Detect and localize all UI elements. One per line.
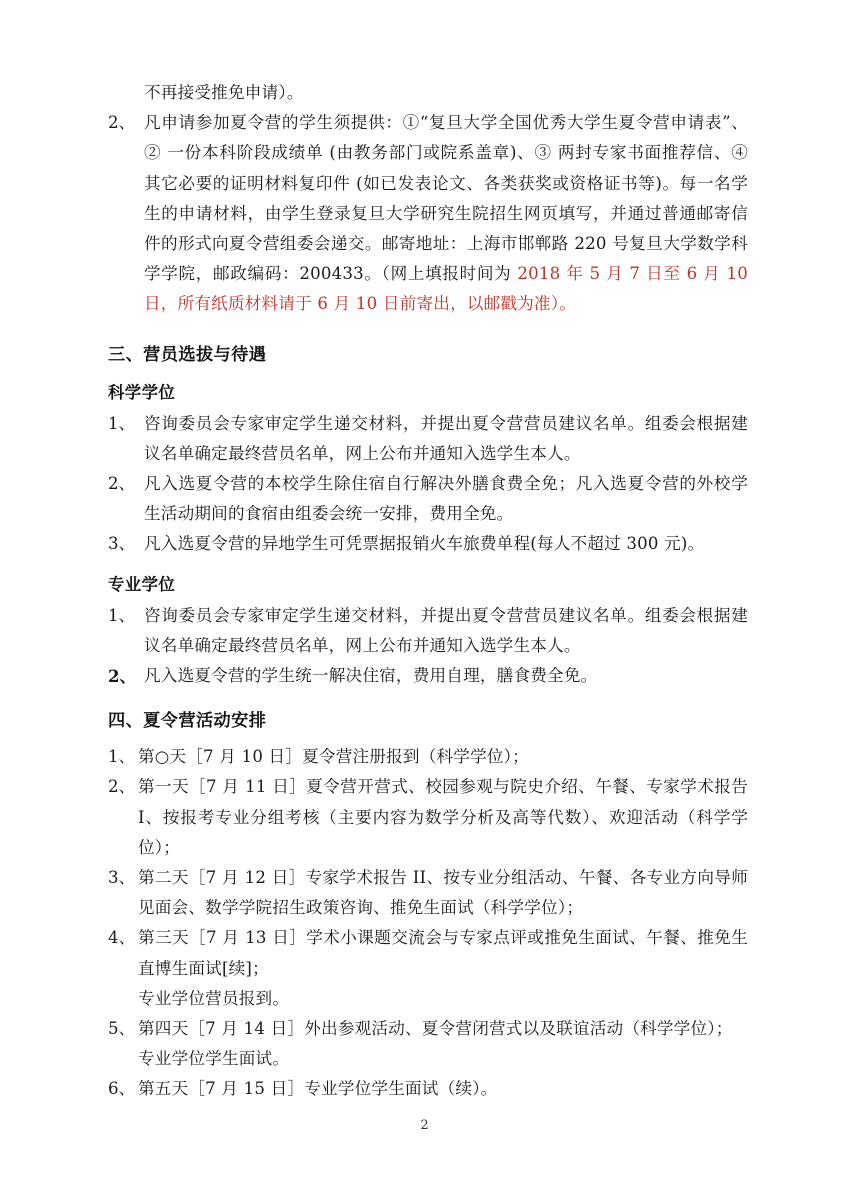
list-item-text: 咨询委员会专家审定学生递交材料，并提出夏令营营员建议名单。组委会根据建议名单确定最终营员名单，网上公布并通知入选学生本人。 <box>144 413 748 463</box>
list-item-text <box>138 923 748 1014</box>
list-item <box>108 469 748 529</box>
list-item <box>108 923 748 1014</box>
subheading-academic-degree: 科学学位 <box>108 382 176 402</box>
list-marker: 4、 <box>108 928 136 948</box>
list-marker: 2、 <box>108 777 136 797</box>
list-marker: 3、 <box>108 868 136 888</box>
list-item-text: 凡入选夏令营的本校学生除住宿自行解决外膳食费全免；凡入选夏令营的外校学生活动期间的食宿由组委会统一安排，费用全免。 <box>144 474 748 524</box>
lead-continuation-text: 不再接受推免申请）。 <box>144 83 304 102</box>
list-item <box>108 661 748 691</box>
list-item-text: 第五天［7 月 15 日］专业学位学生面试（续）。 <box>138 1079 498 1099</box>
list-item-text: 第○天［7 月 10 日］夏令营注册报到（科学学位）； <box>138 747 529 767</box>
list-item-text: 凡入选夏令营的异地学生可凭票据报销火车旅费单程(每人不超过 300 元)。 <box>144 534 705 554</box>
section-heading-three: 三、营员选拔与待遇 <box>108 344 267 365</box>
list-item <box>108 742 748 772</box>
list-item-text-black: 凡申请参加夏令营的学生须提供：①“复旦大学全国优秀大学生夏令营申请表”、② 一份本科阶段成绩单 (由教务部门或院系盖章)、③ 两封专家书面推荐信、④ 其它必要的证明材料复印件 (如已发表论文、各类获奖或资格证书等)。每一名学生的申请材料，由学生登录复旦大学研究生院招生网页填写，并通过普通邮寄信件的形式向夏令营组委会递交。邮寄地址：上海市邯郸路 220 号复旦大学数学科学学院，邮政编码：200433。（网上填报时间为 <box>144 113 748 284</box>
list-item-subline: 专业学位营员报到。 <box>138 988 290 1008</box>
list-marker: 1、 <box>108 605 136 625</box>
list-marker: 2、 <box>108 474 136 494</box>
list-item-text <box>138 1014 748 1074</box>
list-item <box>108 863 748 923</box>
list-item <box>108 529 748 559</box>
list-item-text: 第二天［7 月 12 日］专家学术报告 II、按专业分组活动、午餐、各专业方向导师见面会、数学学院招生政策咨询、推免生面试（科学学位）； <box>138 868 748 918</box>
list-item <box>108 409 748 469</box>
list-marker: 5、 <box>108 1019 136 1039</box>
page-number: 2 <box>420 1118 429 1133</box>
list-item-text: 第一天［7 月 11 日］夏令营开营式、校园参观与院史介绍、午餐、专家学术报告 I、按报考专业分组考核（主要内容为数学分析及高等代数）、欢迎活动（科学学位）； <box>138 777 748 857</box>
list-marker: 6、 <box>108 1079 136 1099</box>
list-marker: 3、 <box>108 534 136 554</box>
list-marker: 2、 <box>108 113 136 133</box>
list-item-main: 第三天［7 月 13 日］学术小课题交流会与专家点评或推免生面试、午餐、推免生直博生面试[续]； <box>138 928 748 978</box>
list-item-text <box>144 108 748 319</box>
list-item <box>108 601 748 661</box>
list-item-text-red: 2018 年 5 月 7 日至 6 月 10 日，所有纸质材料请于 6 月 10 日前寄出，以邮戳为准）。 <box>144 264 748 314</box>
list-item <box>108 1014 748 1074</box>
list-item-subline: 专业学位学生面试。 <box>138 1049 290 1069</box>
section-heading-four: 四、夏令营活动安排 <box>108 711 267 732</box>
list-marker: 1、 <box>108 413 136 433</box>
list-item-text: 咨询委员会专家审定学生递交材料，并提出夏令营营员建议名单。组委会根据建议名单确定最终营员名单，网上公布并通知入选学生本人。 <box>144 605 748 655</box>
list-item <box>108 772 748 863</box>
page-content <box>108 78 748 1105</box>
list-item <box>108 108 748 319</box>
list-item-main: 第四天［7 月 14 日］外出参观活动、夏令营闭营式以及联谊活动（科学学位）； <box>138 1019 733 1039</box>
list-item-text: 凡入选夏令营的学生统一解决住宿，费用自理，膳食费全免。 <box>144 666 598 686</box>
list-item <box>108 1074 748 1104</box>
list-marker: 2、 <box>108 666 137 687</box>
subheading-professional-degree: 专业学位 <box>108 574 176 594</box>
list-marker: 1、 <box>108 747 136 767</box>
